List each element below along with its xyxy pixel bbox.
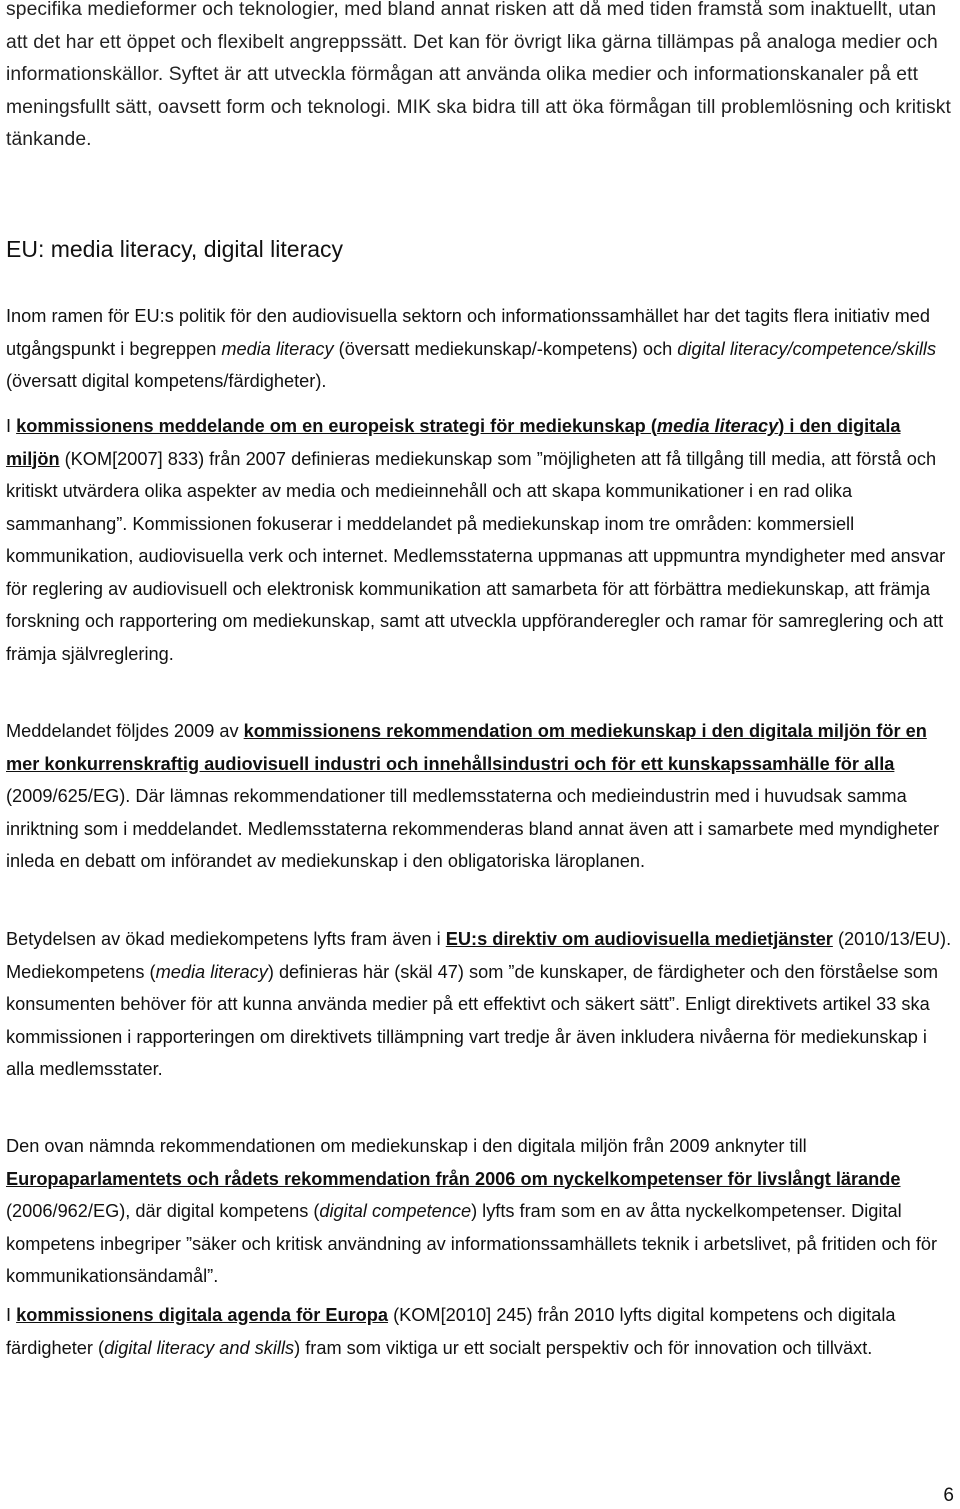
p1-term-digital-literacy: digital literacy/competence/skills — [677, 338, 937, 359]
p3-text-a: Meddelandet följdes 2009 av — [6, 721, 244, 741]
page-number: 6 — [943, 1485, 954, 1506]
paragraph-av-directive — [6, 923, 954, 1086]
p4-term-media-literacy: media literacy — [155, 961, 268, 982]
p3-text-b: (2009/625/EG). Där lämnas rekommendationer till medlemsstaterna och medieindustrin med i huvudsak samma inriktning som i meddelandet. Medlemsstaterna rekommenderas bland annat även att i samarbete med myndigheter inleda en debatt om införandet av mediekunskap i den obligatoriska läroplanen. — [6, 786, 940, 871]
p5-text-a: Den ovan nämnda rekommendationen om mediekunskap i den digitala miljön från 2009 anknyter till — [6, 1136, 807, 1156]
p5-term-digital-competence: digital competence — [319, 1201, 472, 1221]
p6-text-b: (KOM[2010] 245) från 2010 lyfts digital kompetens och digitala färdigheter ( — [6, 1305, 896, 1358]
p6-text-d: ) fram som viktiga ur ett socialt perspektiv och för innovation och tillväxt. — [294, 1337, 873, 1358]
p5-text-d: ) lyfts fram som en av åtta nyckelkompetenser. Digital kompetens inbegriper ”säker och kritisk användning av informationssamhällets teknik i arbetslivet, på fritiden och för kommunikationsändamål”. — [6, 1201, 938, 1286]
p5-text-b: (2006/962/EG), där digital kompetens ( — [6, 1201, 320, 1221]
paragraph-digital-agenda — [6, 1299, 954, 1364]
p2-text-b: (KOM[2007] 833) från 2007 definieras mediekunskap som ”möjligheten att få tillgång till media, att förstå och kritiskt utvärdera olika aspekter av media och medieinnehåll och att skapa kommunikationer i en rad olika sammanhang”. Kommissionen fokuserar i meddelandet på mediekunskap inom tre områden: kommersiell kommunikation, audiovisuella verk och internet. Medlemsstaterna uppmanas att uppmuntra myndigheter med ansvar för reglering av audiovisuell och elektronisk kommunikation att samarbeta för att förbättra mediekunskap, att främja forskning och rapportering om mediekunskap, samt att utveckla uppföranderegler och ramar för samreglering och att främja självreglering. — [6, 448, 946, 664]
link-commission-recommendation[interactable]: kommissionens rekommendation om mediekunskap i den digitala miljön för en mer konkurrenskraftig audiovisuell industri och innehållsindustri och för ett kunskapssamhälle för alla — [6, 721, 927, 774]
p2-text-a: I — [6, 416, 17, 436]
p1-text-a: Inom ramen för EU:s politik för den audiovisuella sektorn och informationssamhället har det tagits flera initiativ med utgångspunkt i begreppen — [6, 306, 930, 359]
p1-text-e: (översatt digital kompetens/färdigheter). — [6, 371, 327, 391]
p2-link-part-c[interactable]: ) i den digitala miljön — [6, 416, 901, 469]
paragraph-commission-communication — [6, 410, 954, 670]
link-av-media-directive[interactable]: EU:s direktiv om audiovisuella medietjänster — [445, 929, 833, 949]
p6-term-digital-literacy-skills: digital literacy and skills — [104, 1337, 295, 1358]
p4-text-a: Betydelsen av ökad mediekompetens lyfts fram även i — [6, 929, 446, 949]
p4-text-b: (2010/13/EU). Mediekompetens ( — [6, 929, 952, 982]
intro-paragraph: specifika medieformer och teknologier, med bland annat risken att då med tiden framstå som inaktuellt, utan att det har ett öppet och flexibelt angreppssätt. Det kan för övrigt lika gärna tillämpas på analoga medier och informationskällor. Syftet är att utveckla förmågan att använda olika medier och informationskanaler på ett meningsfullt sätt, oavsett form och teknologi. MIK ska bidra till att öka förmågan till problemlösning och kritiskt tänkande. — [6, 0, 951, 150]
p2-link-part-a[interactable]: kommissionens meddelande om en europeisk strategi för mediekunskap ( — [16, 416, 657, 436]
p1-text-c: (översatt mediekunskap/-kompetens) och — [333, 338, 678, 359]
p6-text-a: I — [6, 1305, 17, 1325]
link-key-competences-recommendation[interactable]: Europaparlamentets och rådets rekommendation från 2006 om nyckelkompetenser för livslångt lärande — [6, 1168, 901, 1189]
paragraph-eu-initiatives — [6, 300, 954, 398]
p1-term-media-literacy: media literacy — [221, 338, 334, 359]
paragraph-commission-recommendation — [6, 715, 954, 878]
document-page — [6, 0, 954, 1358]
paragraph-key-competences — [6, 1130, 954, 1293]
p2-link-part-b[interactable]: media literacy — [656, 416, 779, 436]
p4-text-d: ) definieras här (skäl 47) som ”de kunskaper, de färdigheter och den förståelse som konsumenten behöver för att kunna använda medier på ett effektivt och säkert sätt”. Enligt direktivets artikel 33 ska kommissionen i rapporteringen om direktivets tillämpning vart tredje år även inkludera nivåerna för mediekunskap i alla medlemsstater. — [6, 961, 939, 1079]
link-digital-agenda[interactable]: kommissionens digitala agenda för Europa — [16, 1305, 389, 1325]
section-heading: EU: media literacy, digital literacy — [6, 236, 344, 262]
